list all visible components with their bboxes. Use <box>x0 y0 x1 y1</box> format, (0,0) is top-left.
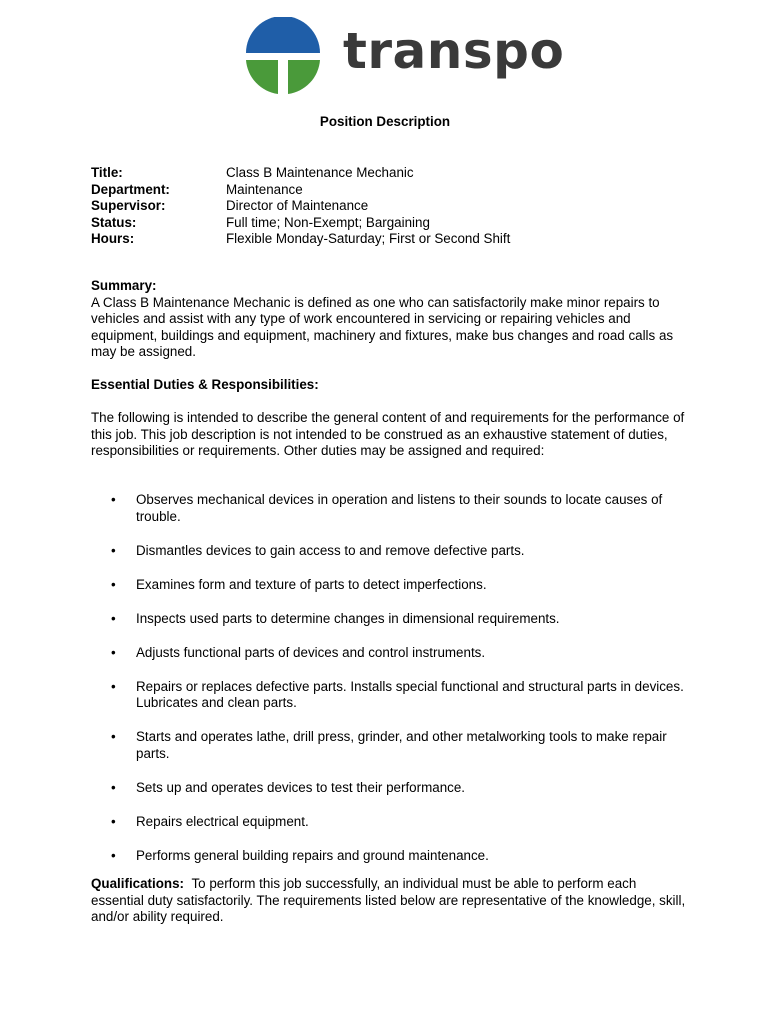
list-item <box>91 780 691 797</box>
qualifications-text: To perform this job successfully, an individual must be able to perform each essential duty satisfactorily. The requirements listed below are representative of the knowledge, skill, and/or ability required. <box>91 876 686 925</box>
list-item <box>91 645 691 662</box>
duty-text: Repairs electrical equipment. <box>136 813 309 829</box>
bullet: • <box>111 542 116 558</box>
info-label: Supervisor: <box>91 198 166 214</box>
list-item <box>91 814 691 831</box>
duty-text: Adjusts functional parts of devices and control instruments. <box>136 644 486 660</box>
duties-intro-section <box>91 410 691 460</box>
list-item <box>91 848 691 865</box>
summary-section <box>91 278 691 361</box>
duties-intro: The following is intended to describe the general content of and requirements for the performance of this job. This job description is not intended to be construed as an exhaustive statement of duties, responsibilities or requirements. Other duties may be assigned and required: <box>91 410 685 459</box>
list-item <box>91 577 691 594</box>
list-item <box>91 492 691 525</box>
info-value: Full time; Non-Exempt; Bargaining <box>226 214 430 230</box>
bullet: • <box>111 492 116 507</box>
info-row-department <box>91 182 691 199</box>
bullet: • <box>111 610 116 626</box>
bullet: • <box>111 847 116 863</box>
list-item <box>91 679 691 712</box>
duty-text: Starts and operates lathe, drill press, grinder, and other metalworking tools to make repair parts. <box>136 729 667 761</box>
info-row-status <box>91 215 691 232</box>
info-value: Maintenance <box>226 181 303 197</box>
duty-text: Dismantles devices to gain access to and remove defective parts. <box>136 542 525 558</box>
duty-text: Examines form and texture of parts to detect imperfections. <box>136 576 487 592</box>
list-item <box>91 729 691 762</box>
list-item <box>91 611 691 628</box>
duties-heading-section <box>91 377 691 394</box>
info-label: Hours: <box>91 231 135 247</box>
bullet: • <box>111 576 116 592</box>
info-label: Department: <box>91 181 170 197</box>
transpo-logo <box>244 17 565 97</box>
qualifications-section <box>91 876 691 926</box>
duty-text: Repairs or replaces defective parts. Installs special functional and structural parts in devices. Lubricates and clean parts. <box>136 678 684 711</box>
duty-text: Inspects used parts to determine changes in dimensional requirements. <box>136 610 560 626</box>
info-value: Class B Maintenance Mechanic <box>226 165 414 180</box>
duties-list <box>91 492 691 882</box>
bullet: • <box>111 729 116 745</box>
list-item <box>91 543 691 560</box>
transpo-t-logo-icon <box>244 17 322 95</box>
info-row-title <box>91 165 691 182</box>
bullet: • <box>111 678 116 694</box>
summary-heading: Summary: <box>91 278 157 293</box>
info-label: Status: <box>91 214 137 230</box>
duty-text: Sets up and operates devices to test their performance. <box>136 779 465 795</box>
info-label: Title: <box>91 165 123 180</box>
duty-text: Performs general building repairs and ground maintenance. <box>136 847 489 863</box>
info-value: Flexible Monday-Saturday; First or Second Shift <box>226 231 511 247</box>
bullet: • <box>111 813 116 829</box>
qualifications-heading: Qualifications: <box>91 876 185 891</box>
info-row-hours <box>91 231 691 248</box>
info-row-supervisor <box>91 198 691 215</box>
duties-heading: Essential Duties & Responsibilities: <box>91 377 319 392</box>
summary-text: A Class B Maintenance Mechanic is defined as one who can satisfactorily make minor repairs to vehicles and assist with any type of work encountered in servicing or repairing vehicles and equipment, buildings and equipment, machinery and fixtures, make bus changes and road calls as may be assigned. <box>91 294 674 360</box>
logo-wordmark: transpo <box>343 22 565 80</box>
document-title: Position Description <box>319 114 451 129</box>
duty-text: Observes mechanical devices in operation and listens to their sounds to locate causes of trouble. <box>136 492 663 524</box>
info-value: Director of Maintenance <box>226 198 369 214</box>
position-info <box>91 165 691 248</box>
bullet: • <box>111 779 116 795</box>
bullet: • <box>111 644 116 660</box>
